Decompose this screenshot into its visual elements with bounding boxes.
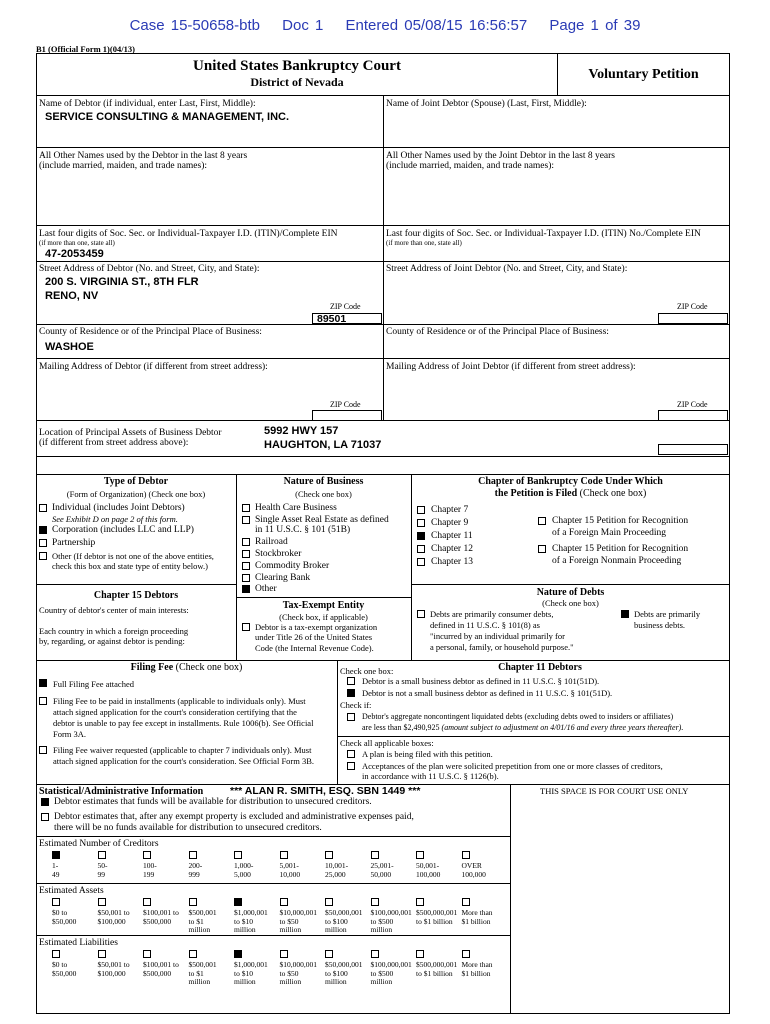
assets-range-7-line-0: $100,000,001: [370, 908, 412, 917]
creditors-range-2-line-0: 100-: [143, 861, 157, 870]
debts-sub: (Check one box): [542, 598, 599, 608]
assets-range-5-line-1: to $50: [279, 916, 299, 926]
creditors-range-9-line-1: 100,000: [461, 869, 486, 879]
liabilities-range-2-label: [143, 961, 179, 978]
ch11-check-all: Check all applicable boxes:: [340, 738, 434, 748]
creditors-title: Estimated Number of Creditors: [39, 839, 159, 849]
nature-health-checkbox[interactable]: [242, 504, 250, 512]
nature-single-asset-checkbox[interactable]: [242, 516, 250, 524]
assets-range-4-label: [234, 909, 268, 935]
chapter-title2: the Petition is Filed: [494, 488, 578, 499]
court-title: United States Bankruptcy Court: [193, 58, 401, 74]
ch11-agg1: Debtor's aggregate noncontingent liquidated debts (excluding debts owed to insiders or affiliates): [362, 712, 674, 721]
fee-inst3: debtor is unable to pay fee except in installments. Rule 1006(b). See Official: [53, 718, 314, 728]
assets-range-9-checkbox[interactable]: [462, 898, 470, 906]
creditors-range-7-checkbox[interactable]: [371, 851, 379, 859]
nature-health: Health Care Business: [255, 503, 337, 513]
type-title: Type of Debtor: [103, 476, 169, 487]
debtor-street-label: Street Address of Debtor (No. and Street, City, and State):: [39, 264, 260, 274]
creditors-range-6-label: [325, 862, 348, 879]
nature-railroad: Railroad: [255, 537, 288, 547]
liabilities-range-2-line-1: $500,000: [143, 968, 172, 978]
ch11-check-one: Check one box:: [340, 666, 394, 676]
type-individual-checkbox[interactable]: [39, 504, 47, 512]
liabilities-range-4-checkbox[interactable]: [234, 950, 242, 958]
assets-range-5-label: [280, 909, 318, 935]
assets-range-8-line-1: to $1 billion: [416, 916, 453, 926]
nature-sub: (Check one box): [295, 489, 352, 499]
liabilities-range-7-line-2: million: [370, 977, 393, 986]
ch11-acc1: Acceptances of the plan were solicited prepetition from one or more classes of creditors,: [362, 761, 663, 771]
creditors-range-8-checkbox[interactable]: [416, 851, 424, 859]
debtor-name-label: Name of Debtor (if individual, enter Last, First, Middle):: [39, 99, 256, 109]
liabilities-range-1-label: [98, 961, 130, 978]
fee-full-checkbox[interactable]: [39, 679, 47, 687]
assets-range-8-label: [416, 909, 457, 926]
chapter-11-checkbox[interactable]: [417, 532, 425, 540]
liabilities-range-1-line-1: $100,000: [97, 968, 126, 978]
liabilities-range-6-line-1: to $100: [325, 968, 348, 978]
assets-range-0-line-0: $0 to: [52, 908, 68, 917]
liabilities-range-2-line-0: $100,001 to: [143, 960, 179, 969]
nature-single-asset: Single Asset Real Estate as defined: [255, 515, 389, 525]
tax-title: Tax-Exempt Entity: [282, 600, 365, 611]
assets-range-1-checkbox[interactable]: [98, 898, 106, 906]
assets-range-5-line-0: $10,000,001: [279, 908, 317, 917]
page-number: Page 1 of 39: [549, 17, 641, 34]
liabilities-range-9-line-1: $1 billion: [461, 968, 491, 978]
creditors-range-5-line-1: 10,000: [279, 869, 301, 879]
type-partnership: Partnership: [52, 538, 96, 548]
liabilities-range-3-line-0: $500,001: [188, 960, 217, 969]
ch11-aggregate-checkbox[interactable]: [347, 713, 355, 721]
tax-exempt-checkbox[interactable]: [242, 623, 250, 631]
creditors-range-8-line-0: 50,001-: [416, 861, 440, 870]
creditors-range-7-label: [371, 862, 394, 879]
assets-range-9-line-0: More than: [461, 908, 493, 917]
creditors-range-5-label: [280, 862, 301, 879]
liabilities-range-7-line-1: to $500: [370, 968, 394, 978]
liabilities-range-5-line-1: to $50: [279, 968, 299, 978]
creditors-range-6-line-0: 10,001-: [325, 861, 349, 870]
creditors-range-8-label: [416, 862, 440, 879]
assets-range-6-checkbox[interactable]: [325, 898, 333, 906]
creditors-range-1-label: [98, 862, 108, 879]
debtor-zip: 89501: [317, 313, 347, 325]
debtor-county[interactable]: WASHOE: [45, 341, 94, 353]
creditors-range-4-checkbox[interactable]: [234, 851, 242, 859]
type-sub: (Form of Organization) (Check one box): [66, 489, 206, 499]
liabilities-range-8-checkbox[interactable]: [416, 950, 424, 958]
attorney-name: *** ALAN R. SMITH, ESQ. SBN 1449 ***: [230, 785, 421, 797]
fee-full: Full Filing Fee attached: [53, 679, 134, 689]
ch11-plan-checkbox[interactable]: [347, 750, 355, 758]
ch15-each2: by, regarding, or against debtor is pending:: [39, 636, 185, 646]
joint-ssn-sub: (if more than one, state all): [386, 239, 462, 247]
assets-range-4-line-2: million: [234, 925, 256, 934]
type-partnership-checkbox[interactable]: [39, 539, 47, 547]
form-id: B1 (Official Form 1)(04/13): [36, 44, 135, 54]
assets-range-7-line-1: to $500: [370, 916, 394, 926]
joint-mail-zip-label: ZIP Code: [677, 400, 708, 409]
chapter-11: Chapter 11: [431, 531, 473, 541]
creditors-range-9-label: [462, 862, 486, 879]
assets-range-6-line-2: million: [325, 925, 347, 934]
nature-commodity-checkbox[interactable]: [242, 562, 250, 570]
ch11-title: Chapter 11 Debtors: [498, 662, 582, 673]
ch11-small-checkbox[interactable]: [347, 677, 355, 685]
liabilities-range-5-checkbox[interactable]: [280, 950, 288, 958]
nature-clearing-checkbox[interactable]: [242, 574, 250, 582]
liabilities-range-5-line-2: million: [279, 977, 302, 986]
assets-range-1-label: [98, 909, 130, 926]
chapter-12: Chapter 12: [431, 544, 473, 554]
assets-range-7-checkbox[interactable]: [371, 898, 379, 906]
creditors-range-2-label: [143, 862, 157, 879]
fee-waiv1: Filing Fee waiver requested (applicable to chapter 7 individuals only). Must: [53, 745, 312, 755]
assets-range-5-line-2: million: [279, 925, 302, 934]
chapter-15-nonmain1: Chapter 15 Petition for Recognition: [552, 544, 689, 554]
liabilities-range-5-line-0: $10,000,001: [279, 960, 317, 969]
debtor-county-label: County of Residence or of the Principal Place of Business:: [39, 327, 262, 337]
joint-ssn-label: Last four digits of Soc. Sec. or Individual-Taxpayer I.D. (ITIN) No./Complete EIN: [386, 229, 701, 239]
type-corporation: Corporation (includes LLC and LLP): [52, 525, 194, 535]
ch11-notsmall-checkbox[interactable]: [347, 689, 355, 697]
debts-business-checkbox[interactable]: [621, 610, 629, 618]
assets-range-2-line-0: $100,001 to: [143, 908, 179, 917]
fee-inst2: attach signed application for the court's consideration certifying that the: [53, 707, 297, 717]
location-label2: (if different from street address above):: [39, 438, 189, 448]
liabilities-range-3-line-1: to $1: [188, 968, 204, 978]
ch11-agg2a: are less than $2,490,925: [362, 723, 440, 732]
assets-range-9-line-1: $1 billion: [461, 916, 491, 926]
location2[interactable]: HAUGHTON, LA 71037: [264, 439, 382, 451]
type-individual: Individual (includes Joint Debtors): [52, 503, 185, 513]
nature-stockbroker-checkbox[interactable]: [242, 550, 250, 558]
liabilities-range-2-checkbox[interactable]: [143, 950, 151, 958]
creditors-range-3-line-0: 200-: [188, 861, 203, 870]
assets-range-7-line-2: million: [370, 925, 393, 934]
liabilities-range-0-line-0: $0 to: [52, 960, 68, 969]
assets-range-1-line-0: $50,001 to: [97, 908, 130, 917]
no-funds-checkbox[interactable]: [41, 813, 49, 821]
liabilities-range-6-label: [325, 961, 363, 987]
ch15-country: Country of debtor's center of main interests:: [39, 605, 189, 615]
no-funds2: there will be no funds available for distribution to unsecured creditors.: [54, 823, 322, 833]
assets-range-8-line-0: $500,000,001: [416, 908, 458, 917]
joint-county-label: County of Residence or of the Principal Place of Business:: [386, 327, 609, 337]
debtor-ssn-label: Last four digits of Soc. Sec. or Individual-Taxpayer I.D. (ITIN)/Complete EIN: [39, 229, 338, 239]
liabilities-range-1-line-0: $50,001 to: [97, 960, 130, 969]
assets-range-8-checkbox[interactable]: [416, 898, 424, 906]
creditors-range-1-line-0: 50-: [97, 861, 108, 870]
creditors-range-2-checkbox[interactable]: [143, 851, 151, 859]
creditors-range-8-line-1: 100,000: [416, 869, 441, 879]
nature-railroad-checkbox[interactable]: [242, 538, 250, 546]
fee-title: Filing Fee: [130, 662, 174, 673]
liabilities-title: Estimated Liabilities: [39, 938, 118, 948]
creditors-range-0-checkbox[interactable]: [52, 851, 60, 859]
no-funds1: Debtor estimates that, after any exempt property is excluded and administrative expenses paid,: [54, 812, 414, 822]
debts-consumer-checkbox[interactable]: [417, 610, 425, 618]
assets-range-3-line-1: to $1: [188, 916, 204, 926]
chapter-15-main-checkbox[interactable]: [538, 517, 546, 525]
chapter-15-main1: Chapter 15 Petition for Recognition: [552, 516, 689, 526]
liabilities-range-1-checkbox[interactable]: [98, 950, 106, 958]
assets-range-3-line-2: million: [188, 925, 211, 934]
ch11-agg2b: (amount subject to adjustment on 4/01/16 and every three years thereafter).: [441, 723, 684, 732]
creditors-range-2-line-1: 199: [143, 869, 155, 879]
liabilities-range-3-line-2: million: [188, 977, 211, 986]
nature-commodity: Commodity Broker: [255, 561, 330, 571]
liabilities-range-0-checkbox[interactable]: [52, 950, 60, 958]
liabilities-range-4-label: [234, 961, 268, 987]
tax-l2: under Title 26 of the United States: [255, 632, 373, 642]
chapter-15-nonmain-checkbox[interactable]: [538, 545, 546, 553]
nature-stockbroker: Stockbroker: [255, 549, 302, 559]
liabilities-range-4-line-1: to $10: [234, 968, 253, 978]
creditors-range-6-checkbox[interactable]: [325, 851, 333, 859]
fee-inst1: Filing Fee to be paid in installments (applicable to individuals only). Must: [53, 696, 306, 706]
debtor-ein[interactable]: 47-2053459: [45, 248, 104, 260]
creditors-range-9-checkbox[interactable]: [462, 851, 470, 859]
creditors-range-0-label: [52, 862, 60, 879]
debts-title: Nature of Debts: [536, 587, 605, 598]
ch11-notsmall: Debtor is not a small business debtor as defined in 11 U.S.C. § 101(51D).: [362, 688, 613, 698]
liabilities-range-6-checkbox[interactable]: [325, 950, 333, 958]
creditors-range-4-label: [234, 862, 253, 879]
ch15-title: Chapter 15 Debtors: [93, 590, 179, 601]
assets-range-4-line-1: to $10: [234, 916, 253, 926]
ch11-acceptances-checkbox[interactable]: [347, 762, 355, 770]
type-individual-note: See Exhibit D on page 2 of this form.: [52, 514, 178, 524]
assets-range-7-label: [371, 909, 412, 935]
fee-inst4: Form 3A.: [53, 729, 87, 739]
liabilities-range-7-line-0: $100,000,001: [370, 960, 412, 969]
debts-consumer3: "incurred by an individual primarily for: [430, 631, 565, 641]
filing-header: [0, 17, 770, 34]
assets-range-6-label: [325, 909, 363, 935]
assets-range-3-label: [189, 909, 217, 935]
liabilities-range-7-checkbox[interactable]: [371, 950, 379, 958]
chapter-sub: (Check one box): [579, 488, 647, 499]
assets-range-2-label: [143, 909, 179, 926]
creditors-range-5-line-0: 5,001-: [279, 861, 299, 870]
liabilities-range-9-line-0: More than: [461, 960, 493, 969]
assets-range-2-checkbox[interactable]: [143, 898, 151, 906]
joint-zip-label: ZIP Code: [677, 302, 708, 311]
chapter-13-checkbox[interactable]: [417, 558, 425, 566]
case-number: Case 15-50658-btb: [129, 17, 260, 34]
joint-other-names-label: All Other Names used by the Joint Debtor in the last 8 years: [386, 151, 616, 161]
assets-range-1-line-1: $100,000: [97, 916, 126, 926]
assets-range-3-checkbox[interactable]: [189, 898, 197, 906]
liabilities-range-9-label: [462, 961, 493, 978]
ch15-each1: Each country in which a foreign proceeding: [39, 626, 189, 636]
creditors-range-3-label: [189, 862, 203, 879]
nature-clearing: Clearing Bank: [255, 573, 311, 583]
debtor-name[interactable]: SERVICE CONSULTING & MANAGEMENT, INC.: [45, 111, 290, 123]
court-use: THIS SPACE IS FOR COURT USE ONLY: [540, 786, 689, 796]
nature-other: Other: [255, 584, 277, 594]
creditors-range-7-line-1: 50,000: [370, 869, 392, 879]
chapter-title1: Chapter of Bankruptcy Code Under Which: [478, 476, 663, 487]
debts-consumer2: defined in 11 U.S.C. § 101(8) as: [430, 620, 540, 630]
location-label1: Location of Principal Assets of Business Debtor: [39, 428, 222, 438]
assets-range-6-line-1: to $100: [325, 916, 348, 926]
liabilities-range-4-line-0: $1,000,001: [234, 960, 268, 969]
assets-range-3-line-0: $500,001: [188, 908, 217, 917]
nature-single-asset-ref: in 11 U.S.C. § 101 (51B): [255, 525, 351, 535]
liabilities-range-8-label: [416, 961, 457, 978]
ch11-acc2: in accordance with 11 U.S.C. § 1126(b).: [362, 771, 499, 781]
court-district: District of Nevada: [250, 75, 344, 89]
creditors-range-9-line-0: OVER: [461, 861, 482, 870]
creditors-range-1-line-1: 99: [97, 869, 105, 879]
creditors-range-6-line-1: 25,000: [325, 869, 346, 879]
joint-mailing-label: Mailing Address of Joint Debtor (if different from street address):: [386, 362, 636, 372]
liabilities-range-0-line-1: $50,000: [52, 968, 77, 978]
assets-title: Estimated Assets: [39, 886, 104, 896]
chapter-15-main2: of a Foreign Main Proceeding: [552, 528, 666, 538]
joint-street-label: Street Address of Joint Debtor (No. and Street, City, and State):: [386, 264, 628, 274]
tax-l3: Code (the Internal Revenue Code).: [255, 643, 374, 653]
creditors-range-0-line-1: 49: [52, 869, 60, 879]
debts-consumer1: Debts are primarily consumer debts,: [430, 609, 554, 619]
assets-range-2-line-1: $500,000: [143, 916, 172, 926]
debts-consumer4: a personal, family, or household purpose.": [430, 642, 574, 652]
liabilities-range-9-checkbox[interactable]: [462, 950, 470, 958]
debts-business2: business debts.: [634, 620, 685, 630]
debtor-ssn-sub: (if more than one, state all): [39, 239, 115, 247]
assets-range-0-line-1: $50,000: [52, 916, 77, 926]
assets-range-0-label: [52, 909, 76, 926]
tax-sub: (Check box, if applicable): [279, 612, 368, 622]
liabilities-range-0-label: [52, 961, 76, 978]
creditors-range-5-checkbox[interactable]: [280, 851, 288, 859]
chapter-7: Chapter 7: [431, 505, 469, 515]
liabilities-range-8-line-0: $500,000,001: [416, 960, 458, 969]
debtor-street1[interactable]: 200 S. VIRGINIA ST., 8TH FLR: [45, 276, 199, 288]
ch11-checkif: Check if:: [340, 700, 372, 710]
creditors-range-7-line-0: 25,001-: [370, 861, 394, 870]
liabilities-range-8-line-1: to $1 billion: [416, 968, 453, 978]
liabilities-range-6-line-0: $50,000,001: [325, 960, 363, 969]
joint-other-names-sub: (include married, maiden, and trade names):: [386, 161, 555, 171]
funds-available-checkbox[interactable]: [41, 798, 49, 806]
chapter-9: Chapter 9: [431, 518, 469, 528]
debtor-other-names-sub: (include married, maiden, and trade names):: [39, 161, 208, 171]
petition-title: Voluntary Petition: [588, 67, 699, 82]
fee-sub: (Check one box): [175, 662, 243, 673]
debtor-other-names-label: All Other Names used by the Debtor in the last 8 years: [39, 151, 248, 161]
assets-range-5-checkbox[interactable]: [280, 898, 288, 906]
liabilities-range-5-label: [280, 961, 318, 987]
debts-business1: Debts are primarily: [634, 609, 701, 619]
chapter-15-nonmain2: of a Foreign Nonmain Proceeding: [552, 556, 682, 566]
type-other2: check this box and state type of entity below.): [52, 561, 208, 571]
chapter-9-checkbox[interactable]: [417, 519, 425, 527]
chapter-12-checkbox[interactable]: [417, 545, 425, 553]
tax-l1: Debtor is a tax-exempt organization: [255, 622, 378, 632]
joint-name-label: Name of Joint Debtor (Spouse) (Last, First, Middle):: [386, 99, 587, 109]
creditors-range-4-line-1: 5,000: [234, 869, 251, 879]
assets-range-4-checkbox[interactable]: [234, 898, 242, 906]
ch11-small: Debtor is a small business debtor as defined in 11 U.S.C. § 101(51D).: [362, 676, 600, 686]
chapter-7-checkbox[interactable]: [417, 506, 425, 514]
chapter-13: Chapter 13: [431, 557, 473, 567]
doc-number: Doc 1: [282, 17, 324, 34]
liabilities-range-4-line-2: million: [234, 977, 256, 986]
type-corporation-checkbox[interactable]: [39, 526, 47, 534]
creditors-range-0-line-0: 1-: [52, 861, 59, 870]
debtor-mail-zip-label: ZIP Code: [330, 400, 361, 409]
assets-range-0-checkbox[interactable]: [52, 898, 60, 906]
entered-date: Entered 05/08/15 16:56:57: [345, 17, 528, 34]
nature-other-checkbox[interactable]: [242, 585, 250, 593]
location-zip-box[interactable]: [658, 444, 728, 455]
funds-available: Debtor estimates that funds will be available for distribution to unsecured creditors.: [54, 797, 372, 807]
assets-range-9-label: [462, 909, 493, 926]
ch11-plan: A plan is being filed with this petition.: [362, 749, 493, 759]
creditors-range-3-checkbox[interactable]: [189, 851, 197, 859]
nature-title: Nature of Business: [283, 476, 364, 487]
fee-installments-checkbox[interactable]: [39, 697, 47, 705]
location1[interactable]: 5992 HWY 157: [264, 425, 339, 437]
fee-waiver-checkbox[interactable]: [39, 746, 47, 754]
liabilities-range-3-label: [189, 961, 217, 987]
creditors-range-1-checkbox[interactable]: [98, 851, 106, 859]
type-other1: Other (If debtor is not one of the above entities,: [52, 551, 214, 561]
debtor-mailing-label: Mailing Address of Debtor (if different from street address):: [39, 362, 268, 372]
stat-title: Statistical/Administrative Information: [39, 786, 204, 797]
fee-waiv2: attach signed application for the court's consideration. See Official Form 3B.: [53, 756, 315, 766]
liabilities-range-3-checkbox[interactable]: [189, 950, 197, 958]
creditors-range-3-line-1: 999: [188, 869, 200, 879]
debtor-street2[interactable]: RENO, NV: [45, 290, 99, 302]
liabilities-range-6-line-2: million: [325, 977, 347, 986]
joint-zip-box[interactable]: [658, 313, 728, 324]
type-other-checkbox[interactable]: [39, 552, 47, 560]
liabilities-range-7-label: [371, 961, 412, 987]
assets-range-6-line-0: $50,000,001: [325, 908, 363, 917]
assets-range-4-line-0: $1,000,001: [234, 908, 268, 917]
debtor-zip-label: ZIP Code: [330, 302, 361, 311]
creditors-range-4-line-0: 1,000-: [234, 861, 254, 870]
